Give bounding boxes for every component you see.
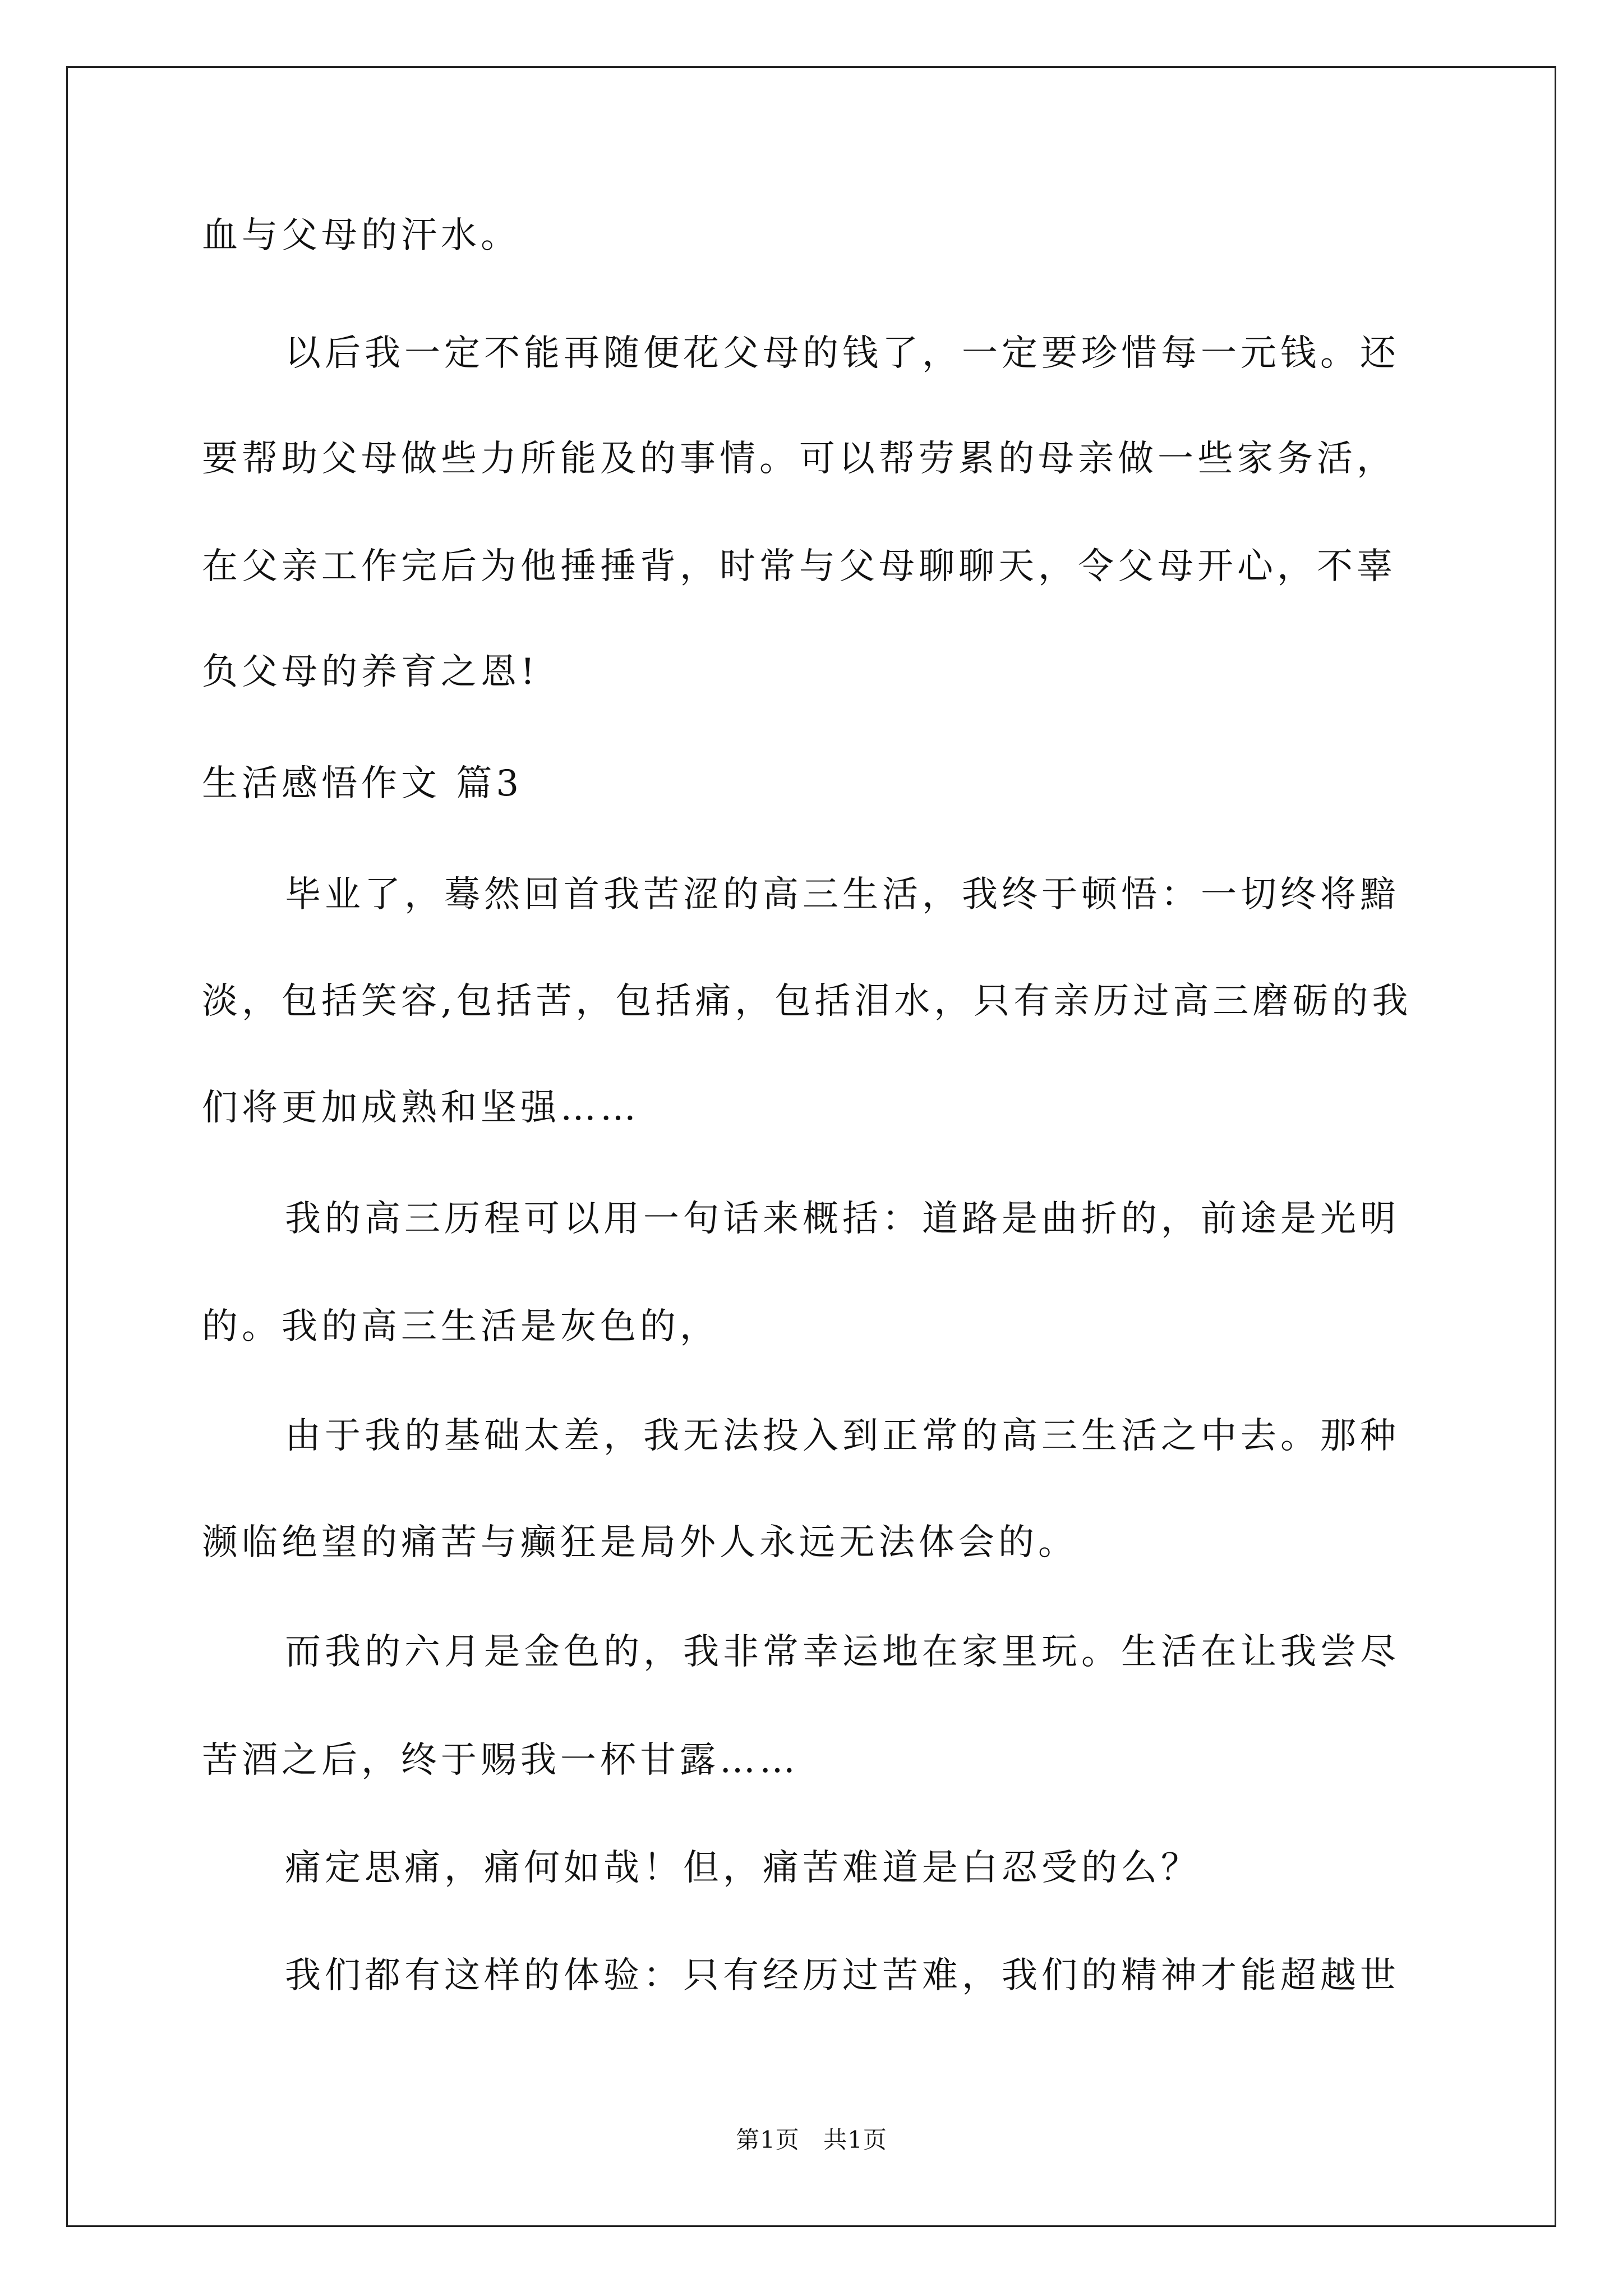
paragraph-line: 痛定思痛，痛何如哉！但，痛苦难道是白忍受的么？	[285, 1847, 1201, 1889]
paragraph-line: 毕业了，蓦然回首我苦涩的高三生活，我终于顿悟：一切终将黯	[285, 874, 1400, 915]
text-line: 淡，包括笑容,包括苦，包括痛，包括泪水，只有亲历过高三磨砺的我	[202, 981, 1412, 1022]
page-number: 第1页	[736, 2126, 800, 2154]
text-line: 血与父母的汗水。	[202, 215, 520, 256]
page-total: 共1页	[823, 2126, 887, 2154]
paragraph-line: 我们都有这样的体验：只有经历过苦难，我们的精神才能超越世	[285, 1955, 1400, 1996]
text-line: 苦酒之后，终于赐我一杯甘露……	[202, 1740, 799, 1781]
text-line: 濒临绝望的痛苦与癫狂是局外人永远无法体会的。	[202, 1522, 1078, 1563]
text-line: 负父母的养育之恩!	[202, 651, 539, 693]
paragraph-line: 以后我一定不能再随便花父母的钱了，一定要珍惜每一元钱。还	[285, 333, 1400, 374]
paragraph-line: 我的高三历程可以用一句话来概括：道路是曲折的，前途是光明	[285, 1198, 1400, 1240]
paragraph-line: 由于我的基础太差，我无法投入到正常的高三生活之中去。那种	[285, 1415, 1400, 1457]
text-line: 要帮助父母做些力所能及的事情。可以帮劳累的母亲做一些家务活，	[202, 438, 1396, 480]
text-line: 在父亲工作完后为他捶捶背，时常与父母聊聊天，令父母开心，不辜	[202, 546, 1396, 587]
text-line: 的。我的高三生活是灰色的，	[202, 1306, 720, 1347]
page-border	[66, 66, 1556, 2227]
text-line: 们将更加成熟和坚强……	[202, 1087, 640, 1129]
page-footer	[0, 2126, 1623, 2154]
section-heading: 生活感悟作文 篇3	[202, 763, 523, 804]
paragraph-line: 而我的六月是金色的，我非常幸运地在家里玩。生活在让我尝尽	[285, 1631, 1400, 1673]
